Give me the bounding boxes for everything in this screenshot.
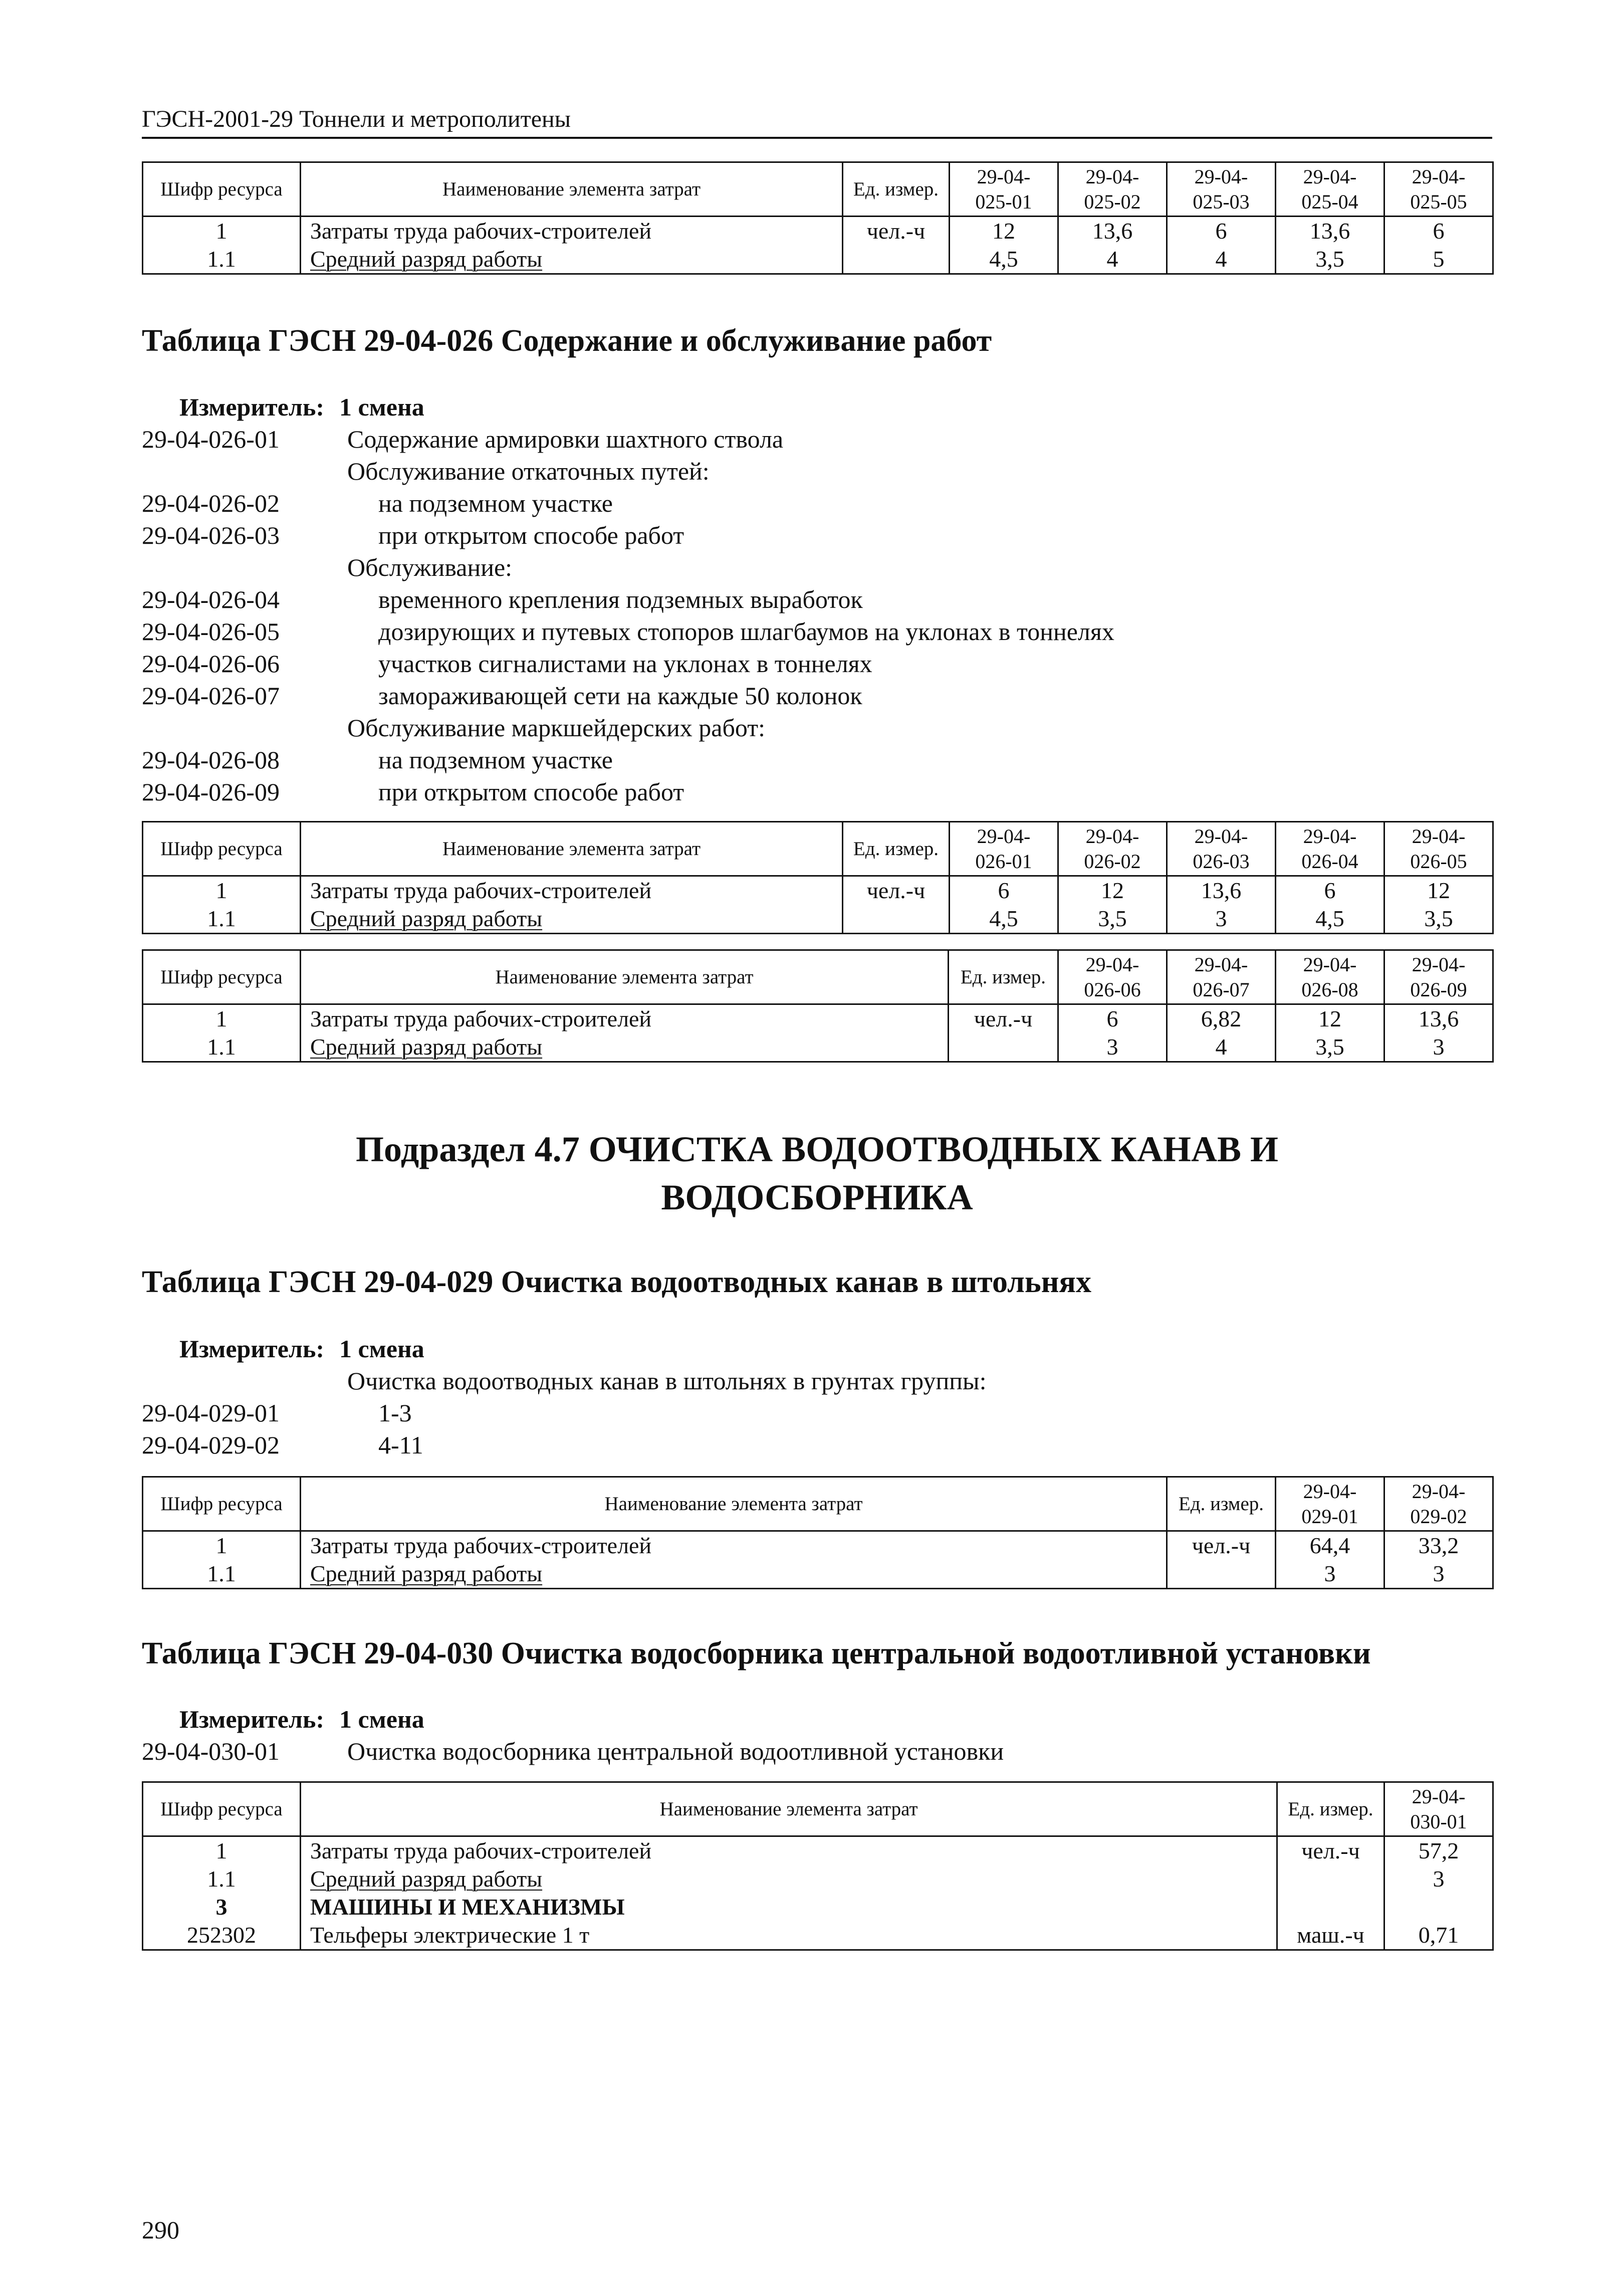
subsection-title-line1: Подраздел 4.7 ОЧИСТКА ВОДООТВОДНЫХ КАНАВ И: [356, 1129, 1278, 1169]
table-title: Таблица ГЭСН 29-04-030 Очистка водосборника центральной водоотливной установки: [142, 1636, 1371, 1671]
norm-description: на подземном участке: [378, 746, 613, 774]
meter-value: 1 смена: [339, 393, 424, 421]
value-cell: 13,6: [1167, 876, 1276, 905]
column-header-code: 29-04- 026-01: [950, 822, 1058, 876]
column-header-code: 29-04- 025-05: [1384, 162, 1493, 217]
resource-table-030: [142, 1781, 1494, 1951]
unit-cell: маш.-ч: [1277, 1921, 1384, 1950]
resource-code: 1: [143, 1531, 301, 1560]
norm-description: 1-3: [378, 1399, 412, 1427]
table-title: Таблица ГЭСН 29-04-026 Содержание и обслуживание работ: [142, 324, 992, 358]
unit-cell: [843, 245, 950, 274]
norm-description: Содержание армировки шахтного ствола: [347, 425, 784, 453]
table-row: [143, 876, 1493, 905]
value-cell: 4,5: [950, 245, 1058, 274]
column-header-unit: Ед. измер.: [843, 162, 950, 217]
meter-line: [179, 1704, 424, 1735]
norm-code: 29-04-026-06: [142, 650, 280, 678]
value-cell: 3,5: [1384, 905, 1493, 934]
column-header-unit: Ед. измер.: [843, 822, 950, 876]
value-cell: 3,5: [1058, 905, 1167, 934]
cost-element-name: Средний разряд работы: [301, 1560, 1167, 1589]
column-header-code: 29-04- 026-02: [1058, 822, 1167, 876]
header-rule: [142, 137, 1492, 139]
column-header-code: 29-04- 026-05: [1384, 822, 1493, 876]
resource-code: 1: [143, 876, 301, 905]
table-row: [143, 245, 1493, 274]
value-cell: 13,6: [1276, 217, 1384, 246]
column-header-name: Наименование элемента затрат: [301, 1477, 1167, 1531]
meter-line: [179, 391, 424, 423]
table-row: [143, 1836, 1493, 1865]
value-cell: 33,2: [1384, 1531, 1493, 1560]
value-cell: 4: [1167, 1033, 1276, 1062]
page-number: 290: [142, 2216, 179, 2244]
value-cell: 13,6: [1384, 1004, 1493, 1033]
table-row: [143, 905, 1493, 934]
resource-table-029: [142, 1476, 1494, 1589]
column-header-resource: Шифр ресурса: [143, 1477, 301, 1531]
value-cell: 3: [1384, 1865, 1493, 1893]
column-header-code: 29-04- 026-06: [1058, 950, 1167, 1004]
norm-description: временного крепления подземных выработок: [378, 585, 863, 613]
column-header-name: Наименование элемента затрат: [301, 1782, 1277, 1836]
norm-description: на подземном участке: [378, 489, 613, 517]
resource-code: 1.1: [143, 245, 301, 274]
value-cell: 6: [1384, 217, 1493, 246]
column-header-resource: Шифр ресурса: [143, 822, 301, 876]
norm-code: 29-04-026-03: [142, 521, 280, 549]
unit-cell: чел.-ч: [843, 217, 950, 246]
resource-code: 3: [143, 1893, 301, 1921]
cost-element-name: Затраты труда рабочих-строителей: [301, 217, 843, 246]
unit-cell: чел.-ч: [949, 1004, 1058, 1033]
column-header-unit: Ед. измер.: [1167, 1477, 1276, 1531]
norm-code: 29-04-026-02: [142, 489, 280, 517]
norm-description: при открытом способе работ: [378, 778, 684, 806]
value-cell: 57,2: [1384, 1836, 1493, 1865]
resource-table-025: [142, 161, 1494, 275]
norm-code: 29-04-026-07: [142, 682, 280, 710]
resource-code: 1.1: [143, 1033, 301, 1062]
norm-group-heading: Очистка водоотводных канав в штольнях в грунтах группы:: [347, 1367, 987, 1395]
column-header-name: Наименование элемента затрат: [301, 822, 843, 876]
value-cell: 6,82: [1167, 1004, 1276, 1033]
norm-code: 29-04-026-08: [142, 746, 280, 774]
unit-cell: чел.-ч: [1167, 1531, 1276, 1560]
table-row: [143, 1865, 1493, 1893]
unit-cell: [843, 905, 950, 934]
value-cell: 12: [1384, 876, 1493, 905]
resource-code: 1: [143, 217, 301, 246]
table-row: [143, 217, 1493, 246]
table-row: [143, 1560, 1493, 1589]
column-header-code: 29-04- 026-03: [1167, 822, 1276, 876]
value-cell: 6: [950, 876, 1058, 905]
column-header-code: 29-04- 026-07: [1167, 950, 1276, 1004]
resource-code: 252302: [143, 1921, 301, 1950]
resource-table-026-part2: [142, 949, 1494, 1063]
meter-value: 1 смена: [339, 1705, 424, 1733]
norm-group-heading: Обслуживание откаточных путей:: [347, 457, 710, 485]
cost-element-name: Затраты труда рабочих-строителей: [301, 1004, 949, 1033]
unit-cell: [1167, 1560, 1276, 1589]
column-header-resource: Шифр ресурса: [143, 950, 301, 1004]
cost-element-name: Тельферы электрические 1 т: [301, 1921, 1277, 1950]
column-header-code: 29-04- 029-01: [1276, 1477, 1384, 1531]
norm-description: при открытом способе работ: [378, 521, 684, 549]
table-row: [143, 1033, 1493, 1062]
column-header-resource: Шифр ресурса: [143, 1782, 301, 1836]
cost-element-name: Затраты труда рабочих-строителей: [301, 876, 843, 905]
value-cell: 3,5: [1276, 245, 1384, 274]
column-header-resource: Шифр ресурса: [143, 162, 301, 217]
column-header-code: 29-04- 026-09: [1384, 950, 1493, 1004]
resource-code: 1: [143, 1836, 301, 1865]
subsection-title-line2: ВОДОСБОРНИКА: [661, 1177, 973, 1217]
norm-description: Очистка водосборника центральной водоотливной установки: [347, 1737, 1004, 1765]
column-header-unit: Ед. измер.: [949, 950, 1058, 1004]
value-cell: 4,5: [950, 905, 1058, 934]
table-row: [143, 1921, 1493, 1950]
cost-element-name: Средний разряд работы: [301, 245, 843, 274]
value-cell: 13,6: [1058, 217, 1167, 246]
unit-cell: [949, 1033, 1058, 1062]
column-header-unit: Ед. измер.: [1277, 1782, 1384, 1836]
value-cell: 4: [1167, 245, 1276, 274]
value-cell: 6: [1167, 217, 1276, 246]
meter-value: 1 смена: [339, 1335, 424, 1363]
table-row: [143, 1004, 1493, 1033]
value-cell: 4: [1058, 245, 1167, 274]
table-row: [143, 1893, 1493, 1921]
column-header-code: 29-04- 029-02: [1384, 1477, 1493, 1531]
cost-element-name: Затраты труда рабочих-строителей: [301, 1531, 1167, 1560]
running-header: ГЭСН-2001-29 Тоннели и метрополитены: [142, 106, 571, 132]
resource-code: 1.1: [143, 1560, 301, 1589]
unit-cell: чел.-ч: [1277, 1836, 1384, 1865]
resource-code: 1: [143, 1004, 301, 1033]
value-cell: 3: [1384, 1033, 1493, 1062]
column-header-name: Наименование элемента затрат: [301, 162, 843, 217]
cost-element-name: Средний разряд работы: [301, 1033, 949, 1062]
unit-cell: [1277, 1865, 1384, 1893]
resource-code: 1.1: [143, 1865, 301, 1893]
value-cell: 12: [1276, 1004, 1384, 1033]
unit-cell: [1277, 1893, 1384, 1921]
meter-line: [179, 1333, 424, 1364]
cost-element-name: Затраты труда рабочих-строителей: [301, 1836, 1277, 1865]
value-cell: 3: [1058, 1033, 1167, 1062]
value-cell: 3: [1167, 905, 1276, 934]
norm-description: 4-11: [378, 1431, 423, 1459]
value-cell: 12: [950, 217, 1058, 246]
norm-code: 29-04-026-05: [142, 617, 280, 646]
value-cell: 5: [1384, 245, 1493, 274]
value-cell: 3: [1276, 1560, 1384, 1589]
norm-group-heading: Обслуживание:: [347, 553, 513, 581]
value-cell: 6: [1058, 1004, 1167, 1033]
column-header-code: 29-04- 025-02: [1058, 162, 1167, 217]
norm-code: 29-04-026-01: [142, 425, 280, 453]
norm-code: 29-04-030-01: [142, 1737, 280, 1765]
value-cell: 0,71: [1384, 1921, 1493, 1950]
meter-label: Измеритель:: [179, 1335, 325, 1363]
column-header-code: 29-04- 025-04: [1276, 162, 1384, 217]
resource-code: 1.1: [143, 905, 301, 934]
column-header-code: 29-04- 025-03: [1167, 162, 1276, 217]
norm-code: 29-04-026-04: [142, 585, 280, 613]
resource-table-026-part1: [142, 821, 1494, 934]
norm-description: замораживающей сети на каждые 50 колонок: [378, 682, 862, 710]
column-header-code: 29-04- 030-01: [1384, 1782, 1493, 1836]
column-header-code: 29-04- 026-08: [1276, 950, 1384, 1004]
column-header-code: 29-04- 025-01: [950, 162, 1058, 217]
value-cell: 3: [1384, 1560, 1493, 1589]
value-cell: 4,5: [1276, 905, 1384, 934]
value-cell: 3,5: [1276, 1033, 1384, 1062]
column-header-name: Наименование элемента затрат: [301, 950, 949, 1004]
meter-label: Измеритель:: [179, 1705, 325, 1733]
unit-cell: чел.-ч: [843, 876, 950, 905]
norm-group-heading: Обслуживание маркшейдерских работ:: [347, 714, 766, 742]
norm-description: участков сигналистами на уклонах в тоннелях: [378, 650, 872, 678]
norm-description: дозирующих и путевых стопоров шлагбаумов на уклонах в тоннелях: [378, 617, 1114, 646]
cost-element-name: Средний разряд работы: [301, 1865, 1277, 1893]
value-cell: 6: [1276, 876, 1384, 905]
value-cell: 12: [1058, 876, 1167, 905]
resource-group-heading: МАШИНЫ И МЕХАНИЗМЫ: [301, 1893, 1277, 1921]
value-cell: [1384, 1893, 1493, 1921]
norm-code: 29-04-029-02: [142, 1431, 280, 1459]
table-title: Таблица ГЭСН 29-04-029 Очистка водоотводных канав в штольнях: [142, 1265, 1091, 1299]
meter-label: Измеритель:: [179, 393, 325, 421]
norm-code: 29-04-029-01: [142, 1399, 280, 1427]
value-cell: 64,4: [1276, 1531, 1384, 1560]
table-row: [143, 1531, 1493, 1560]
column-header-code: 29-04- 026-04: [1276, 822, 1384, 876]
cost-element-name: Средний разряд работы: [301, 905, 843, 934]
norm-code: 29-04-026-09: [142, 778, 280, 806]
